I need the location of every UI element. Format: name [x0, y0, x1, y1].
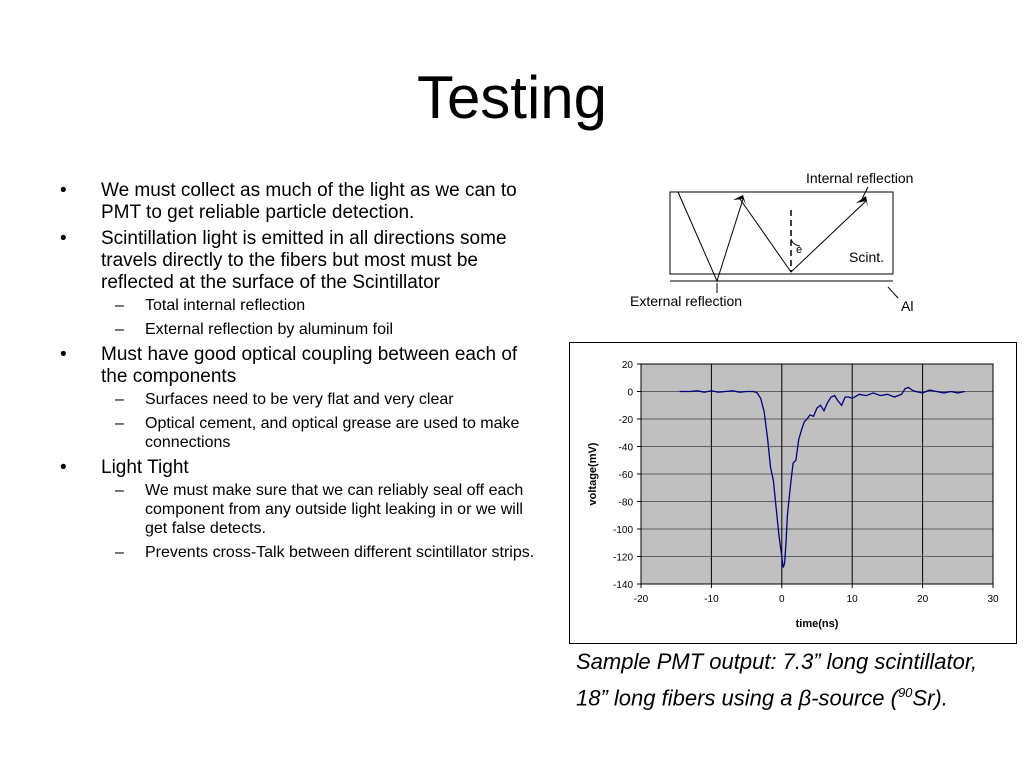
bullet-text: Light Tight	[101, 457, 189, 478]
sub-bullet-item	[101, 296, 540, 315]
internal-ray	[740, 199, 866, 272]
chart-caption	[576, 646, 996, 713]
y-tick-label: -100	[612, 525, 633, 536]
sub-bullet-marker: –	[115, 391, 124, 408]
caption-superscript: 90	[897, 685, 913, 700]
x-axis-label: time(ns)	[795, 618, 839, 630]
bullet-item	[60, 228, 540, 339]
pmt-chart-frame	[569, 342, 1017, 644]
y-tick-label: -120	[612, 552, 633, 564]
slide-title: Testing	[416, 64, 608, 131]
theta-label: e	[796, 244, 803, 256]
bullet-marker: •	[60, 228, 67, 249]
sub-bullet-text: We must make sure that we can reliably seal off each component from any outside light leaking in or we will get false detects.	[145, 482, 524, 537]
sub-bullet-item	[101, 320, 540, 339]
sub-bullet-marker: –	[115, 544, 124, 561]
sub-bullet-item	[101, 414, 540, 452]
al-label: Al	[901, 298, 914, 314]
y-tick-label: -80	[618, 497, 633, 509]
bullet-text: Must have good optical coupling between each of the components	[101, 344, 518, 387]
sub-bullet-list	[101, 390, 540, 452]
x-tick-label: 30	[987, 594, 999, 605]
external-reflection-label: External reflection	[630, 293, 743, 309]
pmt-output-chart	[570, 343, 1016, 643]
caption-text-end: Sr).	[912, 685, 948, 711]
x-tick-label: 0	[779, 594, 785, 605]
sub-bullet-marker: –	[115, 321, 124, 338]
y-tick-label: -40	[618, 442, 633, 454]
sub-bullet-marker: –	[115, 415, 124, 432]
sub-bullet-text: Optical cement, and optical grease are used to make connections	[145, 415, 520, 451]
bullet-list	[60, 180, 540, 567]
sub-bullet-marker: –	[115, 482, 124, 499]
al-pointer	[888, 287, 898, 298]
y-tick-label: 0	[627, 387, 633, 399]
x-axis-ticks	[634, 584, 999, 605]
y-tick-label: -20	[618, 415, 633, 426]
bullet-text: We must collect as much of the light as we can to PMT to get reliable particle detection.	[101, 180, 517, 223]
sub-bullet-item	[101, 543, 540, 562]
sub-bullet-item	[101, 481, 540, 538]
external-ray	[678, 192, 743, 281]
external-ray-arrowhead	[733, 195, 746, 205]
bullet-item	[60, 457, 540, 562]
sub-bullet-text: External reflection by aluminum foil	[145, 321, 394, 338]
y-axis-label: voltage(mV)	[587, 442, 599, 506]
caption-text: Sample PMT output: 7.3” long scintillator, 18” long fibers using a β-source (	[576, 649, 978, 711]
y-tick-label: -140	[612, 580, 633, 591]
x-tick-label: 10	[846, 594, 858, 605]
sub-bullet-list	[101, 481, 540, 562]
bullet-item	[60, 180, 540, 224]
sub-bullet-text: Total internal reflection	[145, 297, 306, 314]
x-tick-label: -10	[704, 594, 719, 605]
x-tick-label: -20	[633, 594, 649, 605]
bullet-marker: •	[60, 180, 67, 201]
sub-bullet-text: Surfaces need to be very flat and very clear	[145, 391, 454, 408]
bullet-text: Scintillation light is emitted in all directions some travels directly to the fibers but most must be reflected at the surface of the Scintillator	[101, 228, 507, 293]
bullet-marker: •	[60, 344, 67, 365]
x-tick-label: 20	[917, 594, 929, 605]
internal-reflection-label: Internal reflection	[806, 170, 914, 186]
y-axis-ticks	[613, 360, 641, 591]
sub-bullet-text: Prevents cross-Talk between different scintillator strips.	[145, 544, 535, 561]
bullet-item	[60, 344, 540, 452]
y-tick-label: -60	[618, 470, 633, 481]
sub-bullet-item	[101, 390, 540, 409]
reflection-diagram	[620, 165, 950, 325]
y-tick-label: 20	[621, 360, 633, 371]
bullet-marker: •	[60, 457, 67, 478]
sub-bullet-list	[101, 296, 540, 339]
scint-label: Scint.	[849, 249, 885, 265]
sub-bullet-marker: –	[115, 297, 124, 314]
